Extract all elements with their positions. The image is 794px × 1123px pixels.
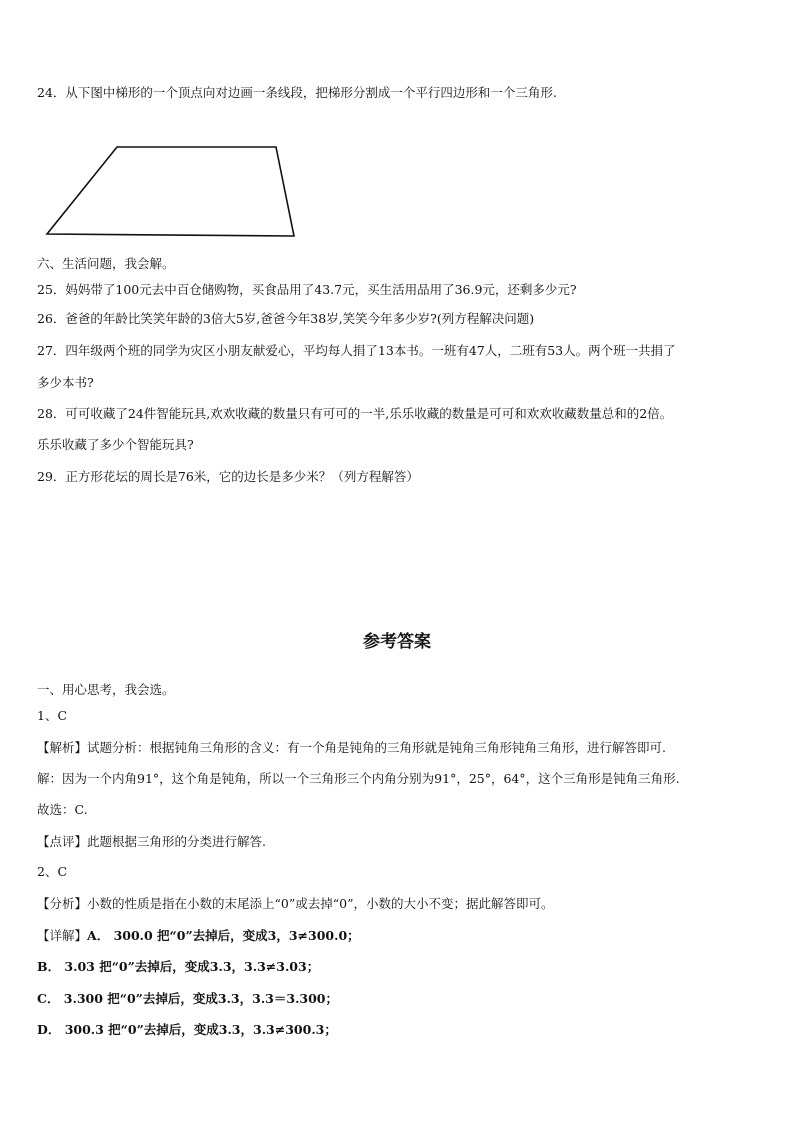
- analysis-tag: 【分析】: [37, 896, 88, 911]
- analysis-tag: 【解析】: [37, 740, 88, 755]
- comment-text: 此题根据三角形的分类进行解答.: [87, 834, 266, 849]
- detail-a-text: A． 300.0 把“0”去掉后，变成3，3≠300.0；: [87, 928, 360, 943]
- question-25: 25．妈妈带了100元去中百仓储购物，买食品用了43.7元，买生活用品用了36.9元，还剩多少元?: [37, 282, 577, 297]
- answer-2-detail-d: D． 300.3 把“0”去掉后，变成3.3，3.3≠300.3；: [37, 1022, 337, 1037]
- question-27-line-2: 多少本书?: [37, 375, 94, 390]
- answer-1-comment: [37, 834, 266, 850]
- answer-2-analysis: [37, 896, 554, 912]
- answer-1-number: 1、C: [37, 708, 68, 723]
- answer-2-detail-b: B． 3.03 把“0”去掉后，变成3.3，3.3≠3.03；: [37, 959, 320, 974]
- answer-section-1-heading: 一、用心思考，我会选。: [37, 682, 175, 697]
- answer-key-title: 参考答案: [363, 632, 431, 652]
- trapezoid-figure: [40, 140, 302, 244]
- question-28-line-2: 乐乐收藏了多少个智能玩具?: [37, 437, 194, 452]
- answer-2-number: 2、C: [37, 864, 68, 879]
- question-26: 26．爸爸的年龄比笑笑年龄的3倍大5岁,爸爸今年38岁,笑笑今年多少岁?(列方程解决问题): [37, 311, 535, 326]
- question-24: 24．从下图中梯形的一个顶点向对边画一条线段，把梯形分割成一个平行四边形和一个三角形.: [37, 85, 557, 100]
- analysis-text: 试题分析：根据钝角三角形的含义：有一个角是钝角的三角形就是钝角三角形钝角三角形，进行解答即可.: [87, 740, 666, 755]
- comment-tag: 【点评】: [37, 834, 88, 849]
- answer-1-solution: 解：因为一个内角91°，这个角是钝角，所以一个三角形三个内角分别为91°，25°，64°，这个三角形是钝角三角形.: [37, 771, 680, 786]
- section-6-heading: 六、生活问题，我会解。: [37, 256, 175, 271]
- trapezoid-shape: [47, 147, 294, 236]
- answer-1-choice: 故选：C.: [37, 802, 88, 817]
- detail-tag: 【详解】: [37, 928, 88, 943]
- answer-2-detail-c: C． 3.300 把“0”去掉后，变成3.3，3.3＝3.300；: [37, 991, 339, 1006]
- answer-2-detail-a: [37, 928, 360, 944]
- analysis-text: 小数的性质是指在小数的末尾添上“0”或去掉“0”，小数的大小不变；据此解答即可。: [87, 896, 554, 911]
- question-27-line-1: 27．四年级两个班的同学为灾区小朋友献爱心，平均每人捐了13本书。一班有47人，二班有53人。两个班一共捐了: [37, 343, 676, 358]
- question-28-line-1: 28．可可收藏了24件智能玩具,欢欢收藏的数量只有可可的一半,乐乐收藏的数量是可可和欢欢收藏数量总和的2倍。: [37, 406, 673, 421]
- answer-1-analysis: [37, 740, 666, 756]
- question-29: 29．正方形花坛的周长是76米，它的边长是多少米？（列方程解答）: [37, 469, 419, 484]
